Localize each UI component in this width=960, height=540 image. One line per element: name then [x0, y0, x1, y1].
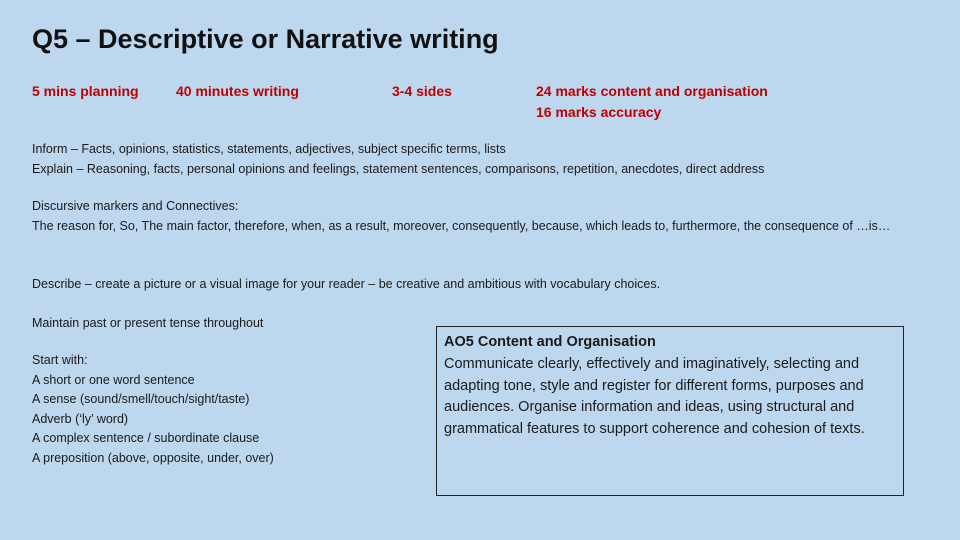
writing-time: 40 minutes writing	[176, 83, 299, 99]
describe-text: Describe – create a picture or a visual image for your reader – be creative and ambitious with vocabulary choices.	[32, 277, 661, 291]
ao5-text: Communicate clearly, effectively and imaginatively, selecting and adapting tone, style and register for different forms, purposes and audiences. Organise information and ideas, using structural and grammatical features to support coherence and cohesion of texts.	[444, 355, 865, 438]
length-requirement: 3-4 sides	[392, 83, 452, 99]
inform-text: Inform – Facts, opinions, statistics, statements, adjectives, subject specific terms, lists	[32, 142, 506, 156]
explain-text: Explain – Reasoning, facts, personal opinions and feelings, statement sentences, comparisons, repetition, anecdotes, direct address	[32, 161, 765, 176]
discursive-markers-block	[32, 197, 912, 236]
marks-info	[536, 81, 768, 123]
list-item: Adverb (‘ly’ word)	[32, 411, 129, 426]
start-with-list	[32, 351, 362, 468]
inform-explain-block	[32, 140, 912, 179]
markers-text: The reason for, So, The main factor, therefore, when, as a result, moreover, consequently, because, which leads to, furthermore, the consequence of …is…	[32, 218, 891, 233]
list-item: A sense (sound/smell/touch/sight/taste)	[32, 392, 250, 406]
planning-time: 5 mins planning	[32, 83, 139, 99]
list-item: A short or one word sentence	[32, 372, 195, 387]
tense-text: Maintain past or present tense throughout	[32, 316, 264, 330]
ao5-box	[436, 326, 904, 496]
markers-heading: Discursive markers and Connectives:	[32, 199, 239, 213]
list-item: A complex sentence / subordinate clause	[32, 431, 260, 445]
start-heading: Start with:	[32, 353, 88, 367]
slide-title: Q5 – Descriptive or Narrative writing	[32, 24, 499, 54]
ao5-title: AO5 Content and Organisation	[444, 334, 656, 350]
marks-accuracy: 16 marks accuracy	[536, 104, 662, 120]
marks-content: 24 marks content and organisation	[536, 83, 768, 99]
list-item: A preposition (above, opposite, under, over)	[32, 450, 274, 465]
